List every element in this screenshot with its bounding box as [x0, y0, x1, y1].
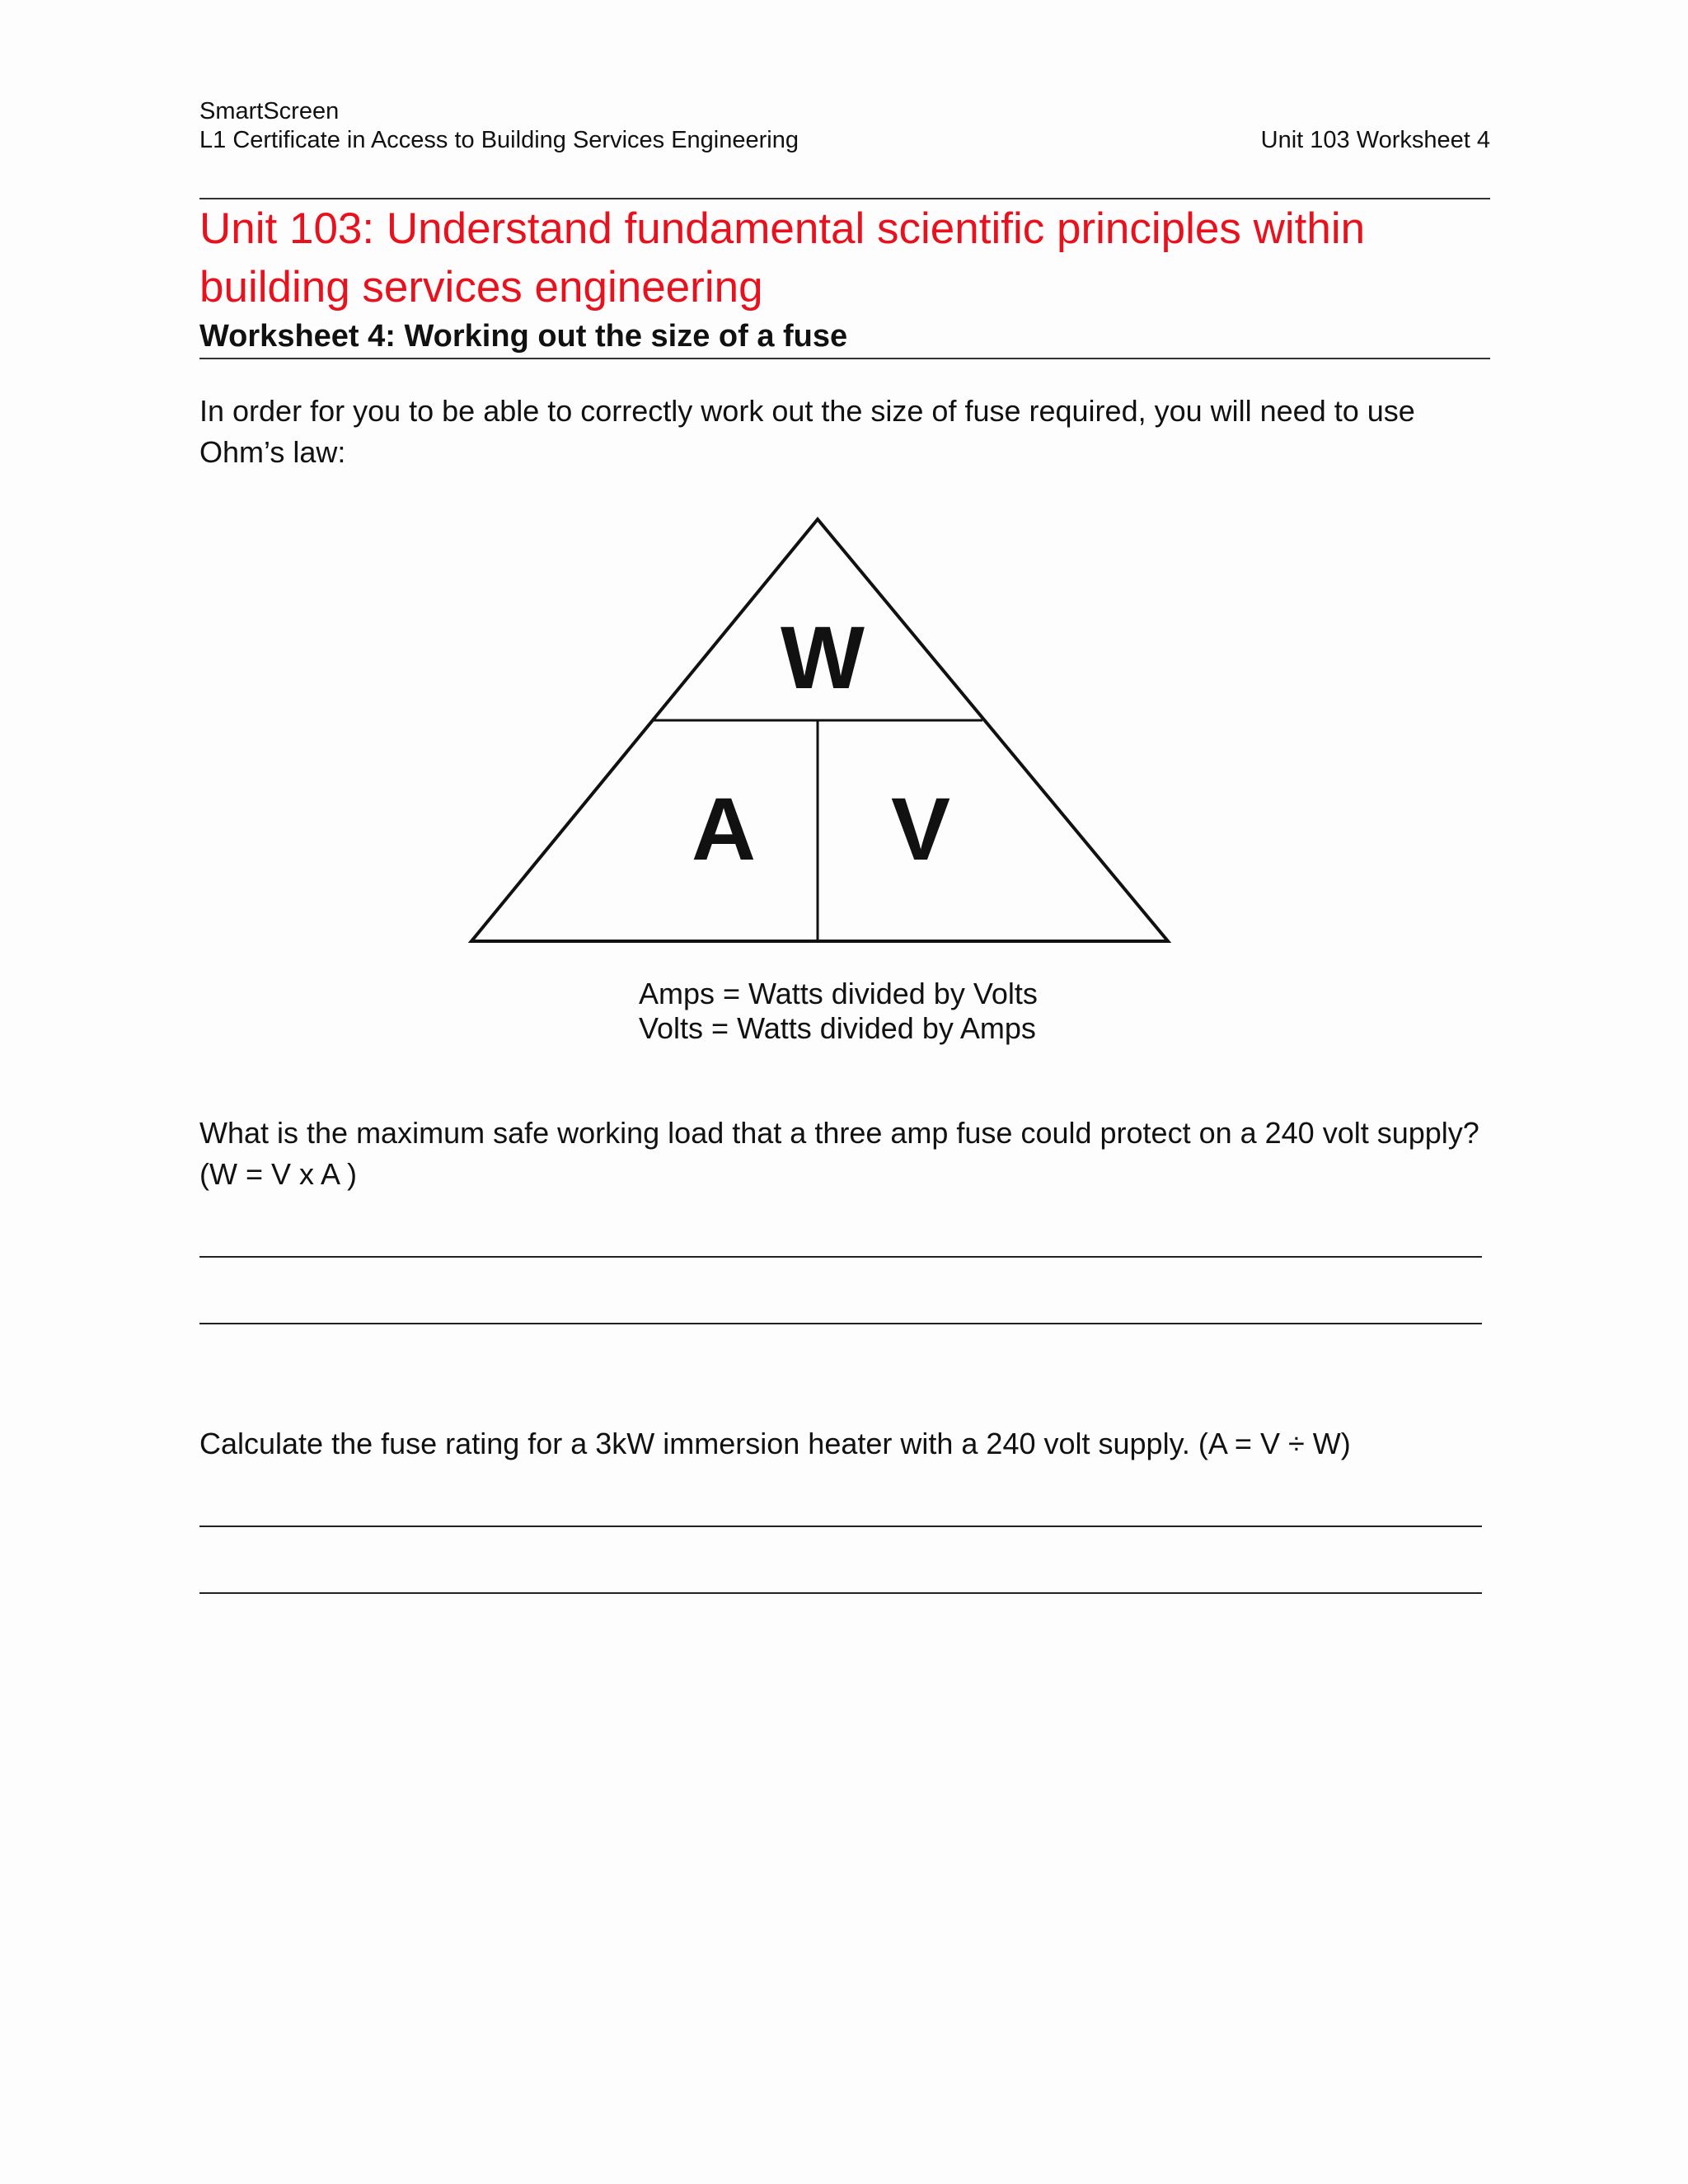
answer-line-q1-1[interactable]	[199, 1256, 1482, 1258]
header-worksheet-ref: Unit 103 Worksheet 4	[1260, 127, 1490, 153]
question-2: Calculate the fuse rating for a 3kW immersion heater with a 240 volt supply. (A = V ÷ W)	[199, 1427, 1351, 1460]
triangle-label-watts: W	[781, 607, 865, 707]
answer-line-q2-1[interactable]	[199, 1526, 1482, 1527]
header-course: L1 Certificate in Access to Building Services Engineering	[199, 127, 799, 153]
intro-paragraph: In order for you to be able to correctly work out the size of fuse required, you will need to use Ohm’s law:	[199, 394, 1415, 469]
page-title: Unit 103: Understand fundamental scientific principles within building services engineering	[199, 204, 1366, 312]
page-header	[199, 97, 1490, 155]
answer-line-q2-2[interactable]	[199, 1592, 1482, 1594]
triangle-label-amps: A	[692, 779, 756, 879]
ohms-law-triangle	[462, 511, 1172, 948]
formula-volts: Volts = Watts divided by Amps	[639, 1011, 1036, 1045]
answer-line-q1-2[interactable]	[199, 1323, 1482, 1324]
formula-amps: Amps = Watts divided by Volts	[639, 977, 1038, 1010]
title-divider	[199, 358, 1490, 359]
header-brand: SmartScreen	[199, 98, 340, 124]
question-1: What is the maximum safe working load that a three amp fuse could protect on a 240 volt supply? (W = V x A )	[199, 1116, 1479, 1191]
formula-list	[639, 977, 1038, 1046]
triangle-outline	[471, 519, 1168, 941]
worksheet-subtitle: Worksheet 4: Working out the size of a fuse	[199, 319, 848, 354]
triangle-label-volts: V	[890, 779, 951, 879]
